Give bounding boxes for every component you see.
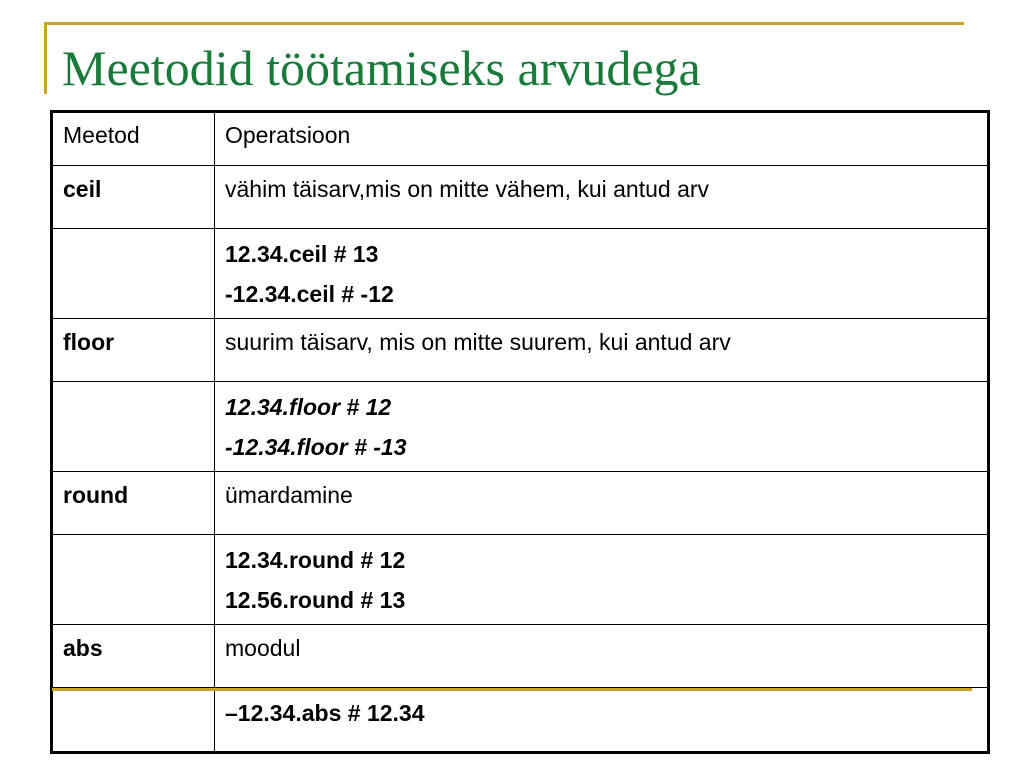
header-method: Meetod bbox=[52, 112, 215, 166]
method-name-round: round bbox=[52, 472, 215, 535]
method-description-abs: moodul bbox=[215, 625, 989, 688]
method-examples-abs bbox=[215, 688, 989, 753]
empty-cell bbox=[52, 382, 215, 472]
table-row-abs bbox=[52, 625, 989, 688]
empty-cell bbox=[52, 229, 215, 319]
header-operation: Operatsioon bbox=[215, 112, 989, 166]
table-row-floor bbox=[52, 319, 989, 382]
method-examples-ceil bbox=[215, 229, 989, 319]
example-line: -12.34.ceil # -12 bbox=[225, 281, 394, 307]
table-row-floor-examples bbox=[52, 382, 989, 472]
method-description-ceil: vähim täisarv,mis on mitte vähem, kui antud arv bbox=[215, 166, 989, 229]
example-line: –12.34.abs # 12.34 bbox=[225, 700, 425, 726]
table-row-ceil-examples bbox=[52, 229, 989, 319]
table-row-abs-examples bbox=[52, 688, 989, 753]
example-line: -12.34.floor # -13 bbox=[225, 434, 407, 460]
table-header-row bbox=[52, 112, 989, 166]
table-row-round-examples bbox=[52, 535, 989, 625]
accent-line-bottom bbox=[52, 688, 972, 691]
methods-table bbox=[50, 110, 990, 754]
example-line: 12.34.round # 12 bbox=[225, 547, 406, 573]
example-line: 12.56.round # 13 bbox=[225, 587, 406, 613]
slide-title: Meetodid töötamiseks arvudega bbox=[62, 40, 701, 96]
example-line: 12.34.floor # 12 bbox=[225, 394, 392, 420]
empty-cell bbox=[52, 688, 215, 753]
accent-line-top bbox=[44, 22, 964, 25]
method-name-ceil: ceil bbox=[52, 166, 215, 229]
empty-cell bbox=[52, 535, 215, 625]
method-name-floor: floor bbox=[52, 319, 215, 382]
example-line: 12.34.ceil # 13 bbox=[225, 241, 379, 267]
method-examples-round bbox=[215, 535, 989, 625]
method-examples-floor bbox=[215, 382, 989, 472]
method-description-round: ümardamine bbox=[215, 472, 989, 535]
table-row-ceil bbox=[52, 166, 989, 229]
method-description-floor: suurim täisarv, mis on mitte suurem, kui antud arv bbox=[215, 319, 989, 382]
method-name-abs: abs bbox=[52, 625, 215, 688]
accent-line-left bbox=[44, 22, 47, 94]
table-row-round bbox=[52, 472, 989, 535]
